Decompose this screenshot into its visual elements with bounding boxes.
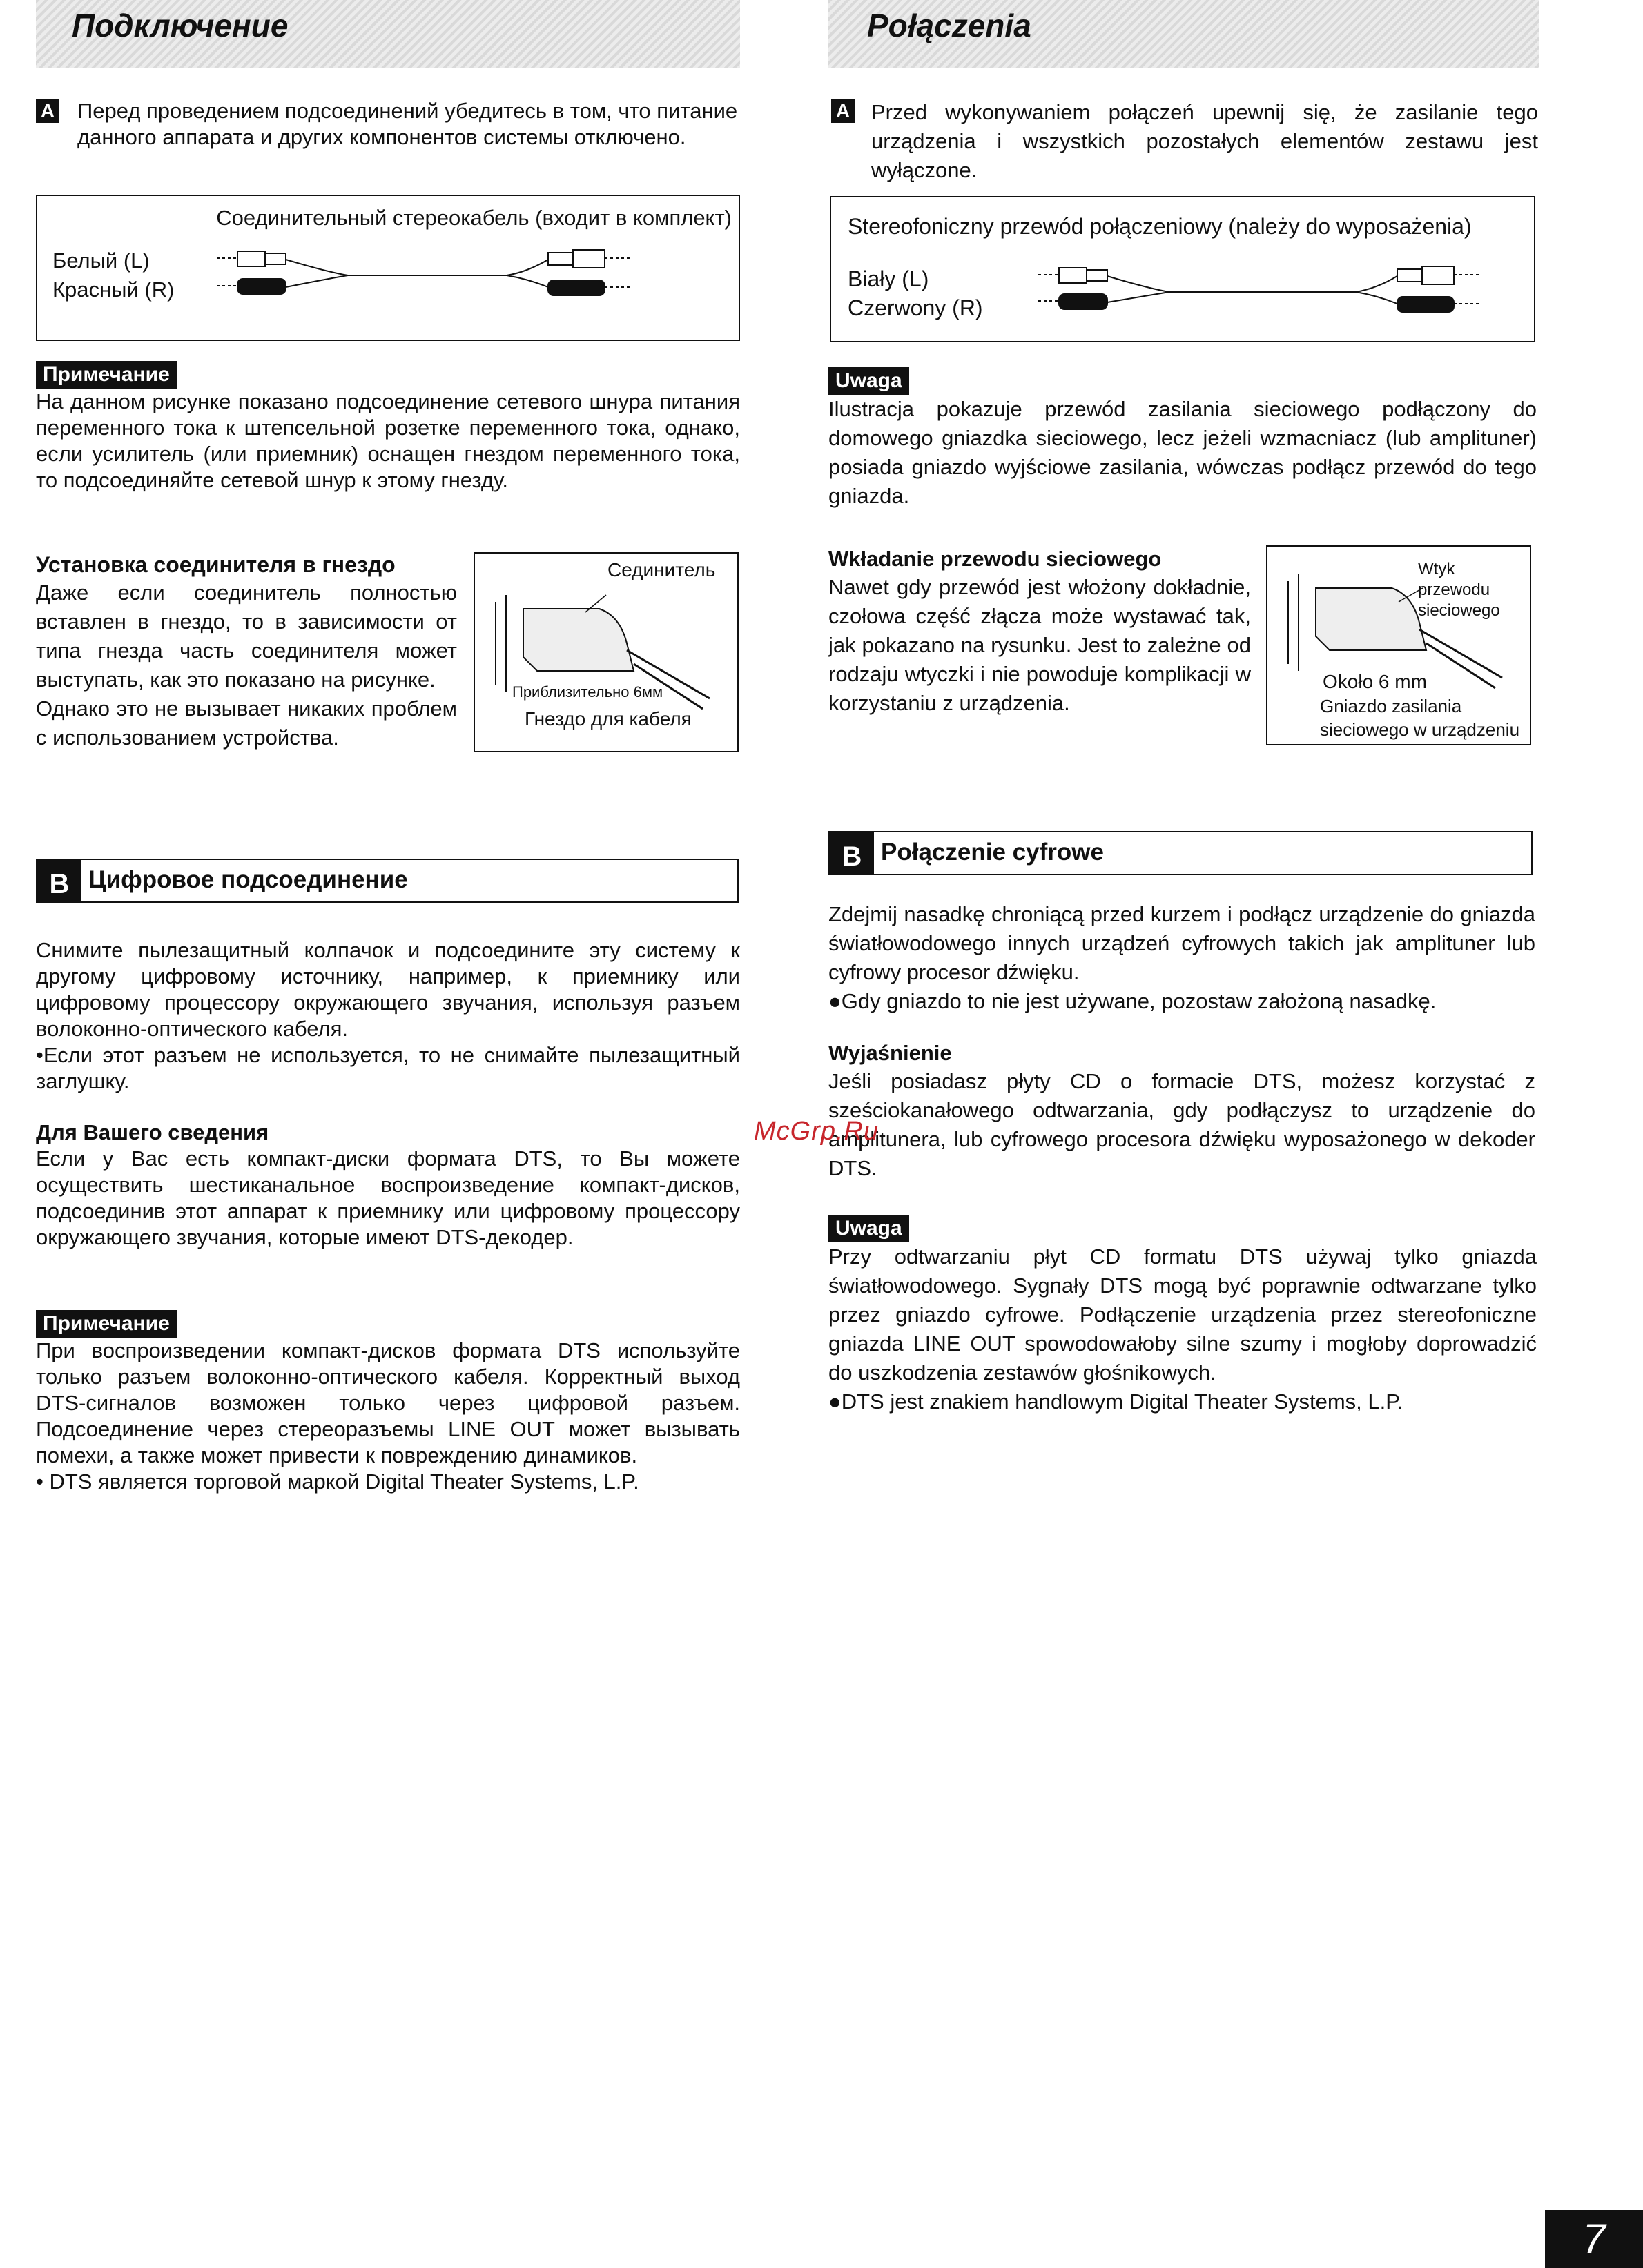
ru-badge-b: B [37,860,81,903]
ru-fig-socket-label: Гнездо для кабеля [525,708,692,730]
pl-connector-figure [1266,545,1531,745]
ru-info-text: Если у Вас есть компакт-диски формата DTS, то Вы можете осуществить шестиканальное воспроизведение компакт-дисков, подсоединив этот аппарат к приемнику или цифровому процессору окружающего звучания, которые имеют DTS-декодер. [36,1146,740,1249]
pl-connector-text: Nawet gdy przewód jest włożony dokładnie, czołowa część złącza może wystawać tak, jak pokazano na rysunku. Jest to zależne od rodzaju wtyczki i nie powoduje komplikacji w korzystaniu z urządzenia. [828,575,1251,715]
pl-fig-socket-label: Gniazdo zasilania sieciowego w urządzeniu [1320,696,1520,740]
ru-intro-text: Перед проведением подсоединений убедитесь в том, что питание данного аппарата и других компонентов системы отключено. [77,99,738,149]
ru-fig-connector-label: Сединитель [607,559,716,580]
pl-note2 [828,1215,1537,1416]
pl-note1 [828,367,1537,511]
ru-cable-box [36,195,740,341]
pl-cable-caption: Stereofoniczny przewód połączeniowy (należy do wyposażenia) [848,214,1472,239]
cable-plug-right-white [548,250,631,268]
ru-note-label-1: Примечание [36,361,177,389]
page-number: 7 [1545,2210,1643,2268]
watermark: McGrp.Ru [754,1117,879,1146]
pl-fig-approx-label: Około 6 mm [1323,671,1427,692]
pl-info [828,1039,1535,1183]
ru-connector-head: Установка соединителя в гнездо [36,552,396,577]
badge-a-ru: A [36,99,59,123]
pl-badge-b: B [830,832,874,875]
ru-info [36,1120,740,1251]
ru-white-label: Белый (L) [52,248,150,273]
ru-trademark: • DTS является торговой маркой Digital Theater Systems, L.P. [36,1469,639,1494]
ru-b-body [36,937,740,1095]
page-title-pl: Połączenia [867,8,1031,43]
title-band-ru [36,0,740,68]
cable-plug-left-red [217,279,286,294]
pl-b-bullet: ●Gdy gniazdo to nie jest używane, pozostaw założoną nasadkę. [828,989,1437,1013]
pl-info-text: Jeśli posiadasz płyty CD o formacie DTS, możesz korzystać z sześciokanałowego odtwarzania, gdy podłączysz to urządzenie do amplitunera, lub cyfrowego procesora dźwięku wyposażonego w dekoder DTS. [828,1069,1535,1180]
cable-wire [286,260,548,287]
ru-note2-text: При воспроизведении компакт-дисков формата DTS используйте только разъем волоконно-оптического кабеля. Корректный выход DTS-сигналов возможен только через цифровой разъем. Подсоединение через стереоразъемы LINE OUT может вызывать помехи, а также может привести к повреждению динамиков. [36,1338,740,1467]
ru-connector-text2: Однако это не вызывает никаких проблем с использованием устройства. [36,696,457,750]
pl-note-label-1: Uwaga [828,367,909,395]
ru-connector-text: Даже если соединитель полностью вставлен в гнездо, то в зависимости от типа гнезда часть соединителя может выступать, как это показано на рисунке. [36,580,457,692]
ru-red-label: Красный (R) [52,277,175,302]
ru-cable-illustration [217,244,700,313]
ru-section-b-header [36,859,739,903]
pl-connector [828,545,1251,718]
pl-white-label: Biały (L) [848,266,929,291]
pl-intro [831,98,1538,185]
ru-connector-figure [474,552,739,752]
pl-note1-text: Ilustracja pokazuje przewód zasilania sieciowego podłączony do domowego gniazdka sieciowego, lecz jeżeli wzmacniacz (lub amplituner) posiada gniazdo wyjściowe zasilania, wówczas podłącz przewód do tego gniazda. [828,397,1537,508]
cable-plug-right-red [548,280,631,295]
cable-plug-left-white [217,251,286,266]
page-title-ru: Подключение [72,8,289,43]
ru-cable-caption: Соединительный стереокабель (входит в комплект) [216,206,732,230]
pl-trademark: ●DTS jest znakiem handlowym Digital Theater Systems, L.P. [828,1389,1403,1414]
pl-b-text: Zdejmij nasadkę chroniącą przed kurzem i podłącz urządzenie do gniazda światłowodowego innych urządzeń cyfrowych takich jak amplituner lub cyfrowy procesor dźwięku. [828,902,1535,984]
title-band-pl [828,0,1539,68]
ru-note-label-2: Примечание [36,1310,177,1338]
ru-info-head: Для Вашего сведения [36,1120,269,1144]
ru-section-b-title: Цифровое подсоединение [88,866,408,893]
pl-intro-text: Przed wykonywaniem połączeń upewnij się, że zasilanie tego urządzenia i wszystkich pozostałych elementów zestawu jest wyłączone. [871,100,1538,182]
pl-section-b-header [828,831,1533,875]
pl-cable-illustration [1038,261,1522,330]
pl-cable-box [830,196,1535,342]
ru-intro [36,98,740,150]
ru-connector [36,551,457,752]
pl-note2-text: Przy odtwarzaniu płyt CD formatu DTS używaj tylko gniazda światłowodowego. Sygnały DTS mogą być poprawnie odtwarzane tylko przez gniazdo cyfrowe. Podłączenie urządzenia przez stereofoniczne gniazda LINE OUT spowodowałoby silne szumy i mogłoby doprowadzić do uszkodzenia zestawów głośnikowych. [828,1244,1537,1385]
pl-info-head: Wyjaśnienie [828,1041,952,1065]
pl-red-label: Czerwony (R) [848,295,983,320]
pl-fig-plug-label: Wtyk przewodu sieciowego [1418,560,1500,620]
ru-fig-approx-label: Приблизительно 6мм [512,683,663,701]
pl-connector-head: Wkładanie przewodu sieciowego [828,547,1162,571]
ru-note1 [36,361,740,493]
pl-note-label-2: Uwaga [828,1215,909,1242]
ru-b-bullet: •Если этот разъем не используется, то не снимайте пылезащитный заглушку. [36,1043,740,1093]
pl-section-b-title: Połączenie cyfrowe [881,839,1104,866]
pl-b-body [828,900,1535,1016]
ru-note1-text: На данном рисунке показано подсоединение сетевого шнура питания переменного тока к штепсельной розетке переменного тока, однако, если усилитель (или приемник) оснащен гнездом переменного тока, то подсоединяйте сетевой шнур к этому гнезду. [36,389,740,492]
ru-b-text: Снимите пылезащитный колпачок и подсоедините эту систему к другому цифровому источнику, например, к приемнику или цифровому процессору окружающего звучания, используя разъем волоконно-оптического кабеля. [36,938,740,1041]
ru-note2 [36,1310,740,1495]
badge-a-pl: A [831,99,855,123]
